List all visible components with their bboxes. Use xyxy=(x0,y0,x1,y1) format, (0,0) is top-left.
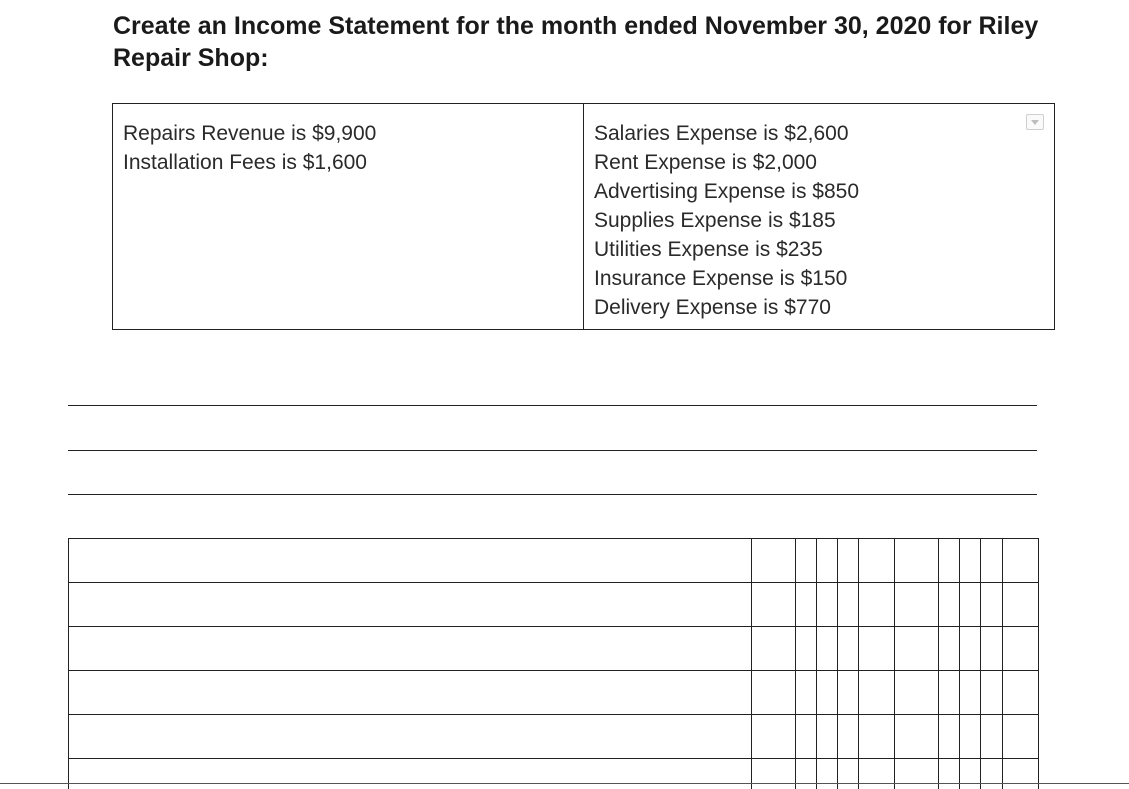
amount-digit-cell[interactable] xyxy=(960,583,981,627)
amount-digit-cell[interactable] xyxy=(838,715,859,759)
account-title-cell[interactable] xyxy=(69,759,752,789)
income-statement-worksheet xyxy=(68,538,1039,789)
expense-item: Insurance Expense is $150 xyxy=(594,264,1044,293)
table-row xyxy=(69,539,1039,583)
account-title-cell[interactable] xyxy=(69,539,752,583)
amount-digit-cell[interactable] xyxy=(859,583,895,627)
amount-digit-cell[interactable] xyxy=(1003,627,1039,671)
amount-digit-cell[interactable] xyxy=(859,627,895,671)
heading-line-period[interactable] xyxy=(68,494,1037,495)
amount-digit-cell[interactable] xyxy=(817,627,838,671)
page-divider xyxy=(0,783,1129,784)
table-row xyxy=(69,671,1039,715)
amount-digit-cell[interactable] xyxy=(895,539,939,583)
amount-digit-cell[interactable] xyxy=(895,671,939,715)
amount-digit-cell[interactable] xyxy=(838,627,859,671)
amount-digit-cell[interactable] xyxy=(752,627,796,671)
expense-item: Advertising Expense is $850 xyxy=(594,177,1044,206)
heading-line-statement[interactable] xyxy=(68,450,1037,451)
amount-digit-cell[interactable] xyxy=(895,715,939,759)
amount-digit-cell[interactable] xyxy=(796,671,817,715)
expense-item: Salaries Expense is $2,600 xyxy=(594,119,1044,148)
amount-digit-cell[interactable] xyxy=(960,715,981,759)
account-title-cell[interactable] xyxy=(69,715,752,759)
table-row xyxy=(69,715,1039,759)
expense-item: Utilities Expense is $235 xyxy=(594,235,1044,264)
table-row xyxy=(69,583,1039,627)
amount-digit-cell[interactable] xyxy=(859,539,895,583)
amount-digit-cell[interactable] xyxy=(1003,539,1039,583)
amount-digit-cell[interactable] xyxy=(796,759,817,789)
table-row xyxy=(69,627,1039,671)
amount-digit-cell[interactable] xyxy=(752,539,796,583)
revenues-cell xyxy=(113,104,584,329)
expense-item: Supplies Expense is $185 xyxy=(594,206,1044,235)
amount-digit-cell[interactable] xyxy=(817,671,838,715)
amount-digit-cell[interactable] xyxy=(752,671,796,715)
amount-digit-cell[interactable] xyxy=(895,759,939,789)
amount-digit-cell[interactable] xyxy=(960,627,981,671)
amount-digit-cell[interactable] xyxy=(838,671,859,715)
revenue-item: Installation Fees is $1,600 xyxy=(123,148,573,177)
amount-digit-cell[interactable] xyxy=(796,715,817,759)
amount-digit-cell[interactable] xyxy=(796,539,817,583)
amount-digit-cell[interactable] xyxy=(752,715,796,759)
amount-digit-cell[interactable] xyxy=(981,759,1003,789)
amount-digit-cell[interactable] xyxy=(838,583,859,627)
amount-digit-cell[interactable] xyxy=(939,583,960,627)
revenue-item: Repairs Revenue is $9,900 xyxy=(123,119,573,148)
amount-digit-cell[interactable] xyxy=(796,627,817,671)
amount-digit-cell[interactable] xyxy=(817,759,838,789)
amount-digit-cell[interactable] xyxy=(939,671,960,715)
table-row xyxy=(69,759,1039,789)
chevron-down-icon[interactable] xyxy=(1026,114,1044,130)
account-title-cell[interactable] xyxy=(69,583,752,627)
amount-digit-cell[interactable] xyxy=(939,759,960,789)
amount-digit-cell[interactable] xyxy=(752,583,796,627)
amount-digit-cell[interactable] xyxy=(796,583,817,627)
amount-digit-cell[interactable] xyxy=(1003,715,1039,759)
amount-digit-cell[interactable] xyxy=(981,715,1003,759)
amount-digit-cell[interactable] xyxy=(859,759,895,789)
amount-digit-cell[interactable] xyxy=(752,759,796,789)
amount-digit-cell[interactable] xyxy=(817,539,838,583)
amount-digit-cell[interactable] xyxy=(1003,671,1039,715)
amount-digit-cell[interactable] xyxy=(960,759,981,789)
amount-digit-cell[interactable] xyxy=(1003,583,1039,627)
amount-digit-cell[interactable] xyxy=(981,583,1003,627)
given-data-table xyxy=(112,103,1055,330)
amount-digit-cell[interactable] xyxy=(939,715,960,759)
amount-digit-cell[interactable] xyxy=(859,671,895,715)
expenses-cell xyxy=(584,104,1054,329)
amount-digit-cell[interactable] xyxy=(981,627,1003,671)
amount-digit-cell[interactable] xyxy=(1003,759,1039,789)
amount-digit-cell[interactable] xyxy=(859,715,895,759)
amount-digit-cell[interactable] xyxy=(981,671,1003,715)
amount-digit-cell[interactable] xyxy=(960,671,981,715)
account-title-cell[interactable] xyxy=(69,627,752,671)
amount-digit-cell[interactable] xyxy=(960,539,981,583)
heading-line-company[interactable] xyxy=(68,405,1037,406)
amount-digit-cell[interactable] xyxy=(895,583,939,627)
amount-digit-cell[interactable] xyxy=(981,539,1003,583)
expense-item: Delivery Expense is $770 xyxy=(594,293,1044,322)
page-title: Create an Income Statement for the month ended November 30, 2020 for Riley Repair Shop: xyxy=(113,10,1073,74)
amount-digit-cell[interactable] xyxy=(838,759,859,789)
expense-item: Rent Expense is $2,000 xyxy=(594,148,1044,177)
amount-digit-cell[interactable] xyxy=(939,627,960,671)
amount-digit-cell[interactable] xyxy=(817,583,838,627)
amount-digit-cell[interactable] xyxy=(838,539,859,583)
amount-digit-cell[interactable] xyxy=(895,627,939,671)
amount-digit-cell[interactable] xyxy=(817,715,838,759)
account-title-cell[interactable] xyxy=(69,671,752,715)
amount-digit-cell[interactable] xyxy=(939,539,960,583)
